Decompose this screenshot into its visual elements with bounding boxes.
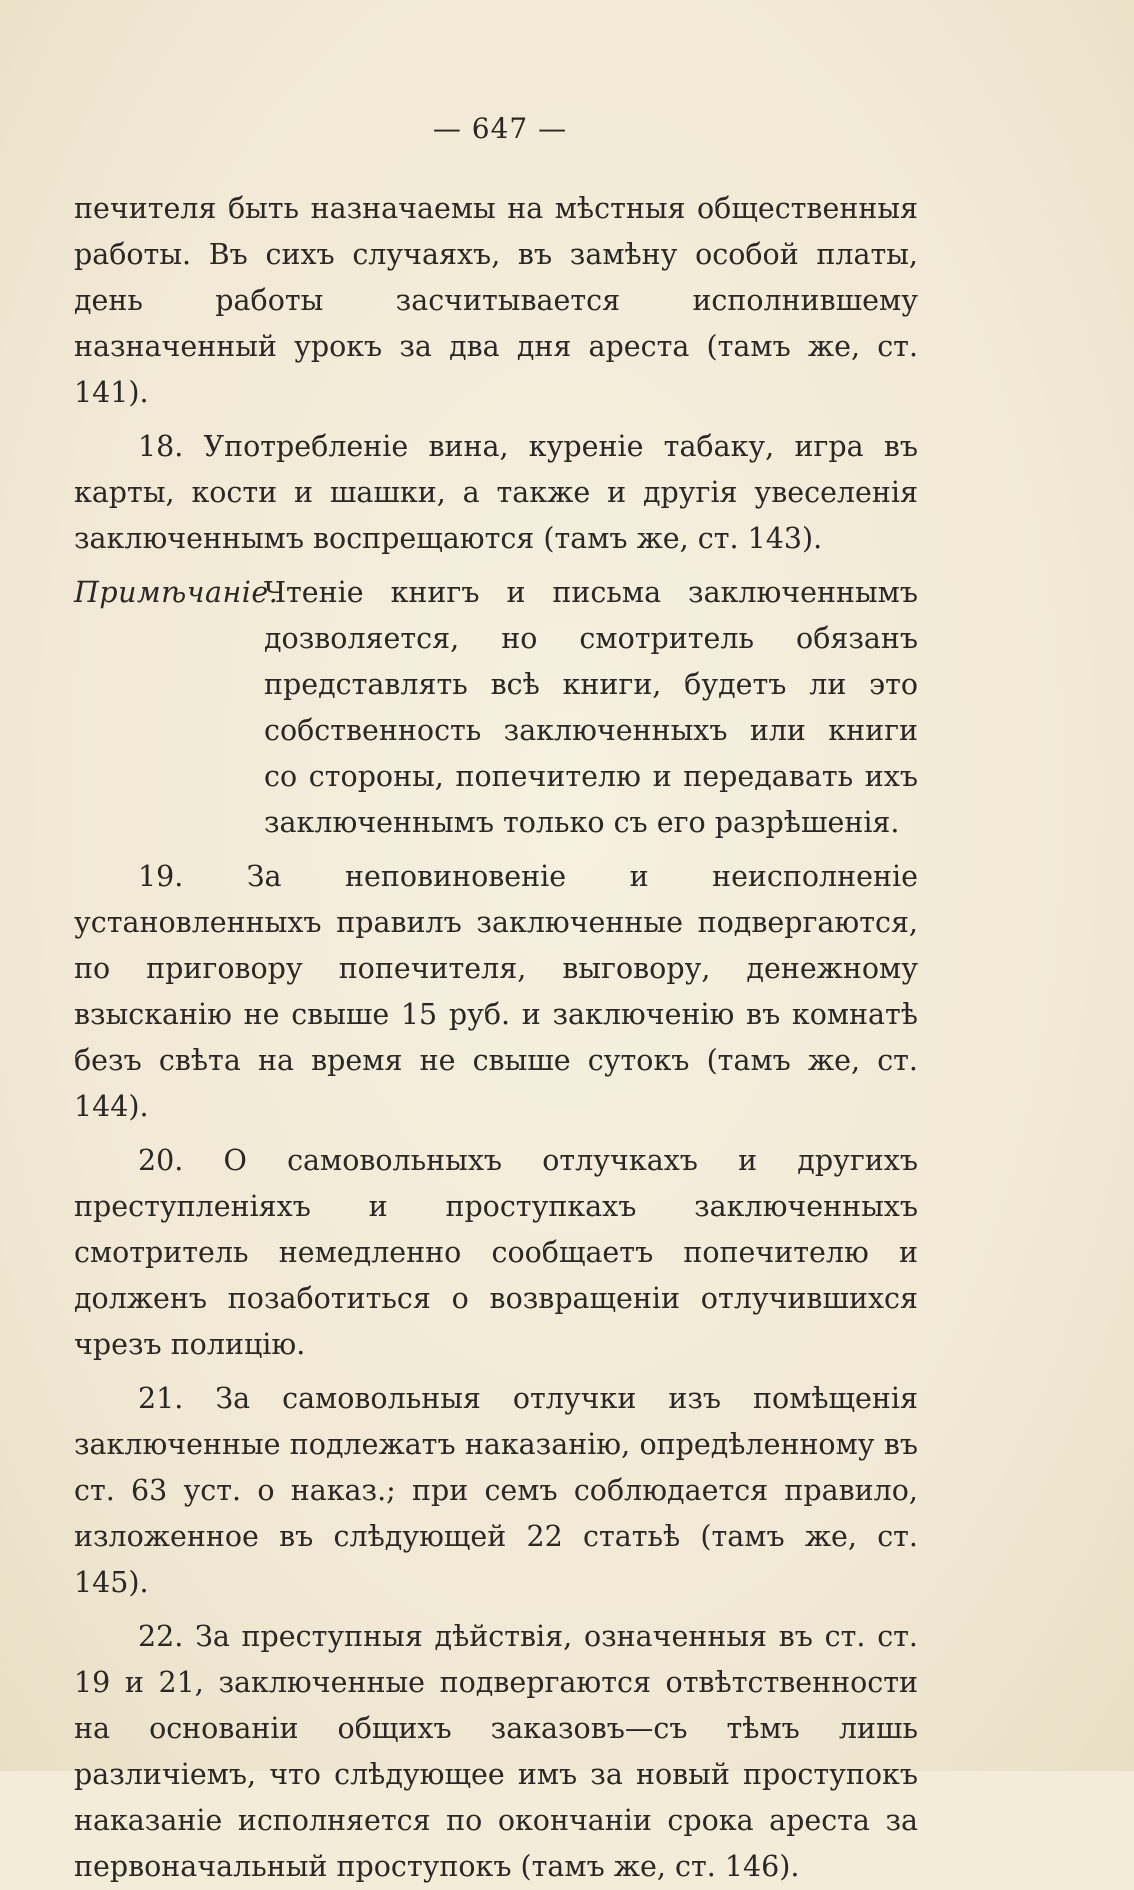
- page-number: — 647 —: [432, 112, 568, 145]
- paragraph-continuation: печителя быть назначаемы на мѣстныя общественныя работы. Въ сихъ случаяхъ, въ замѣну особой платы, день работы засчитывается исполнившему назначенный урокъ за два дня ареста (тамъ же, ст. 141).: [74, 192, 918, 409]
- note-text: Чтеніе книгъ и письма заключеннымъ дозволяется, но смотритель обязанъ представлять всѣ книги, будетъ ли это собственность заключенныхъ или книги со стороны, попечителю и передавать ихъ заключеннымъ только съ его разрѣшенія.: [264, 576, 918, 839]
- note-block: [74, 570, 918, 846]
- document-body: [74, 186, 918, 1890]
- paragraph-article-21: 21. За самовольныя отлучки изъ помѣщенія заключенные подлежатъ наказанію, опредѣленному въ ст. 63 уст. о наказ.; при семъ соблюдается правило, изложенное въ слѣдующей 22 статьѣ (тамъ же, ст. 145).: [74, 1382, 918, 1599]
- paragraph-article-19: 19. За неповиновеніе и неисполненіе установленныхъ правилъ заключенные подвергаются, по приговору попечителя, выговору, денежному взысканію не свыше 15 руб. и заключенію въ комнатѣ безъ свѣта на время не свыше сутокъ (тамъ же, ст. 144).: [74, 860, 918, 1123]
- paragraph-article-18: 18. Употребленіе вина, куреніе табаку, игра въ карты, кости и шашки, а также и другія увеселенія заключеннымъ воспрещаются (тамъ же, ст. 143).: [74, 430, 918, 555]
- note-label: Примѣчаніе.: [74, 576, 279, 609]
- paragraph-article-22: 22. За преступныя дѣйствія, означенныя въ ст. ст. 19 и 21, заключенные подвергаются отвѣтственности на основаніи общихъ заказовъ—съ тѣмъ лишь различіемъ, что слѣдующее имъ за новый проступокъ наказаніе исполняется по окончаніи срока ареста за первоначальный проступокъ (тамъ же, ст. 146).: [74, 1620, 918, 1883]
- paragraph-article-20: 20. О самовольныхъ отлучкахъ и другихъ преступленіяхъ и проступкахъ заключенныхъ смотритель немедленно сообщаетъ попечителю и долженъ позаботиться о возвращеніи отлучившихся чрезъ полицію.: [74, 1144, 918, 1361]
